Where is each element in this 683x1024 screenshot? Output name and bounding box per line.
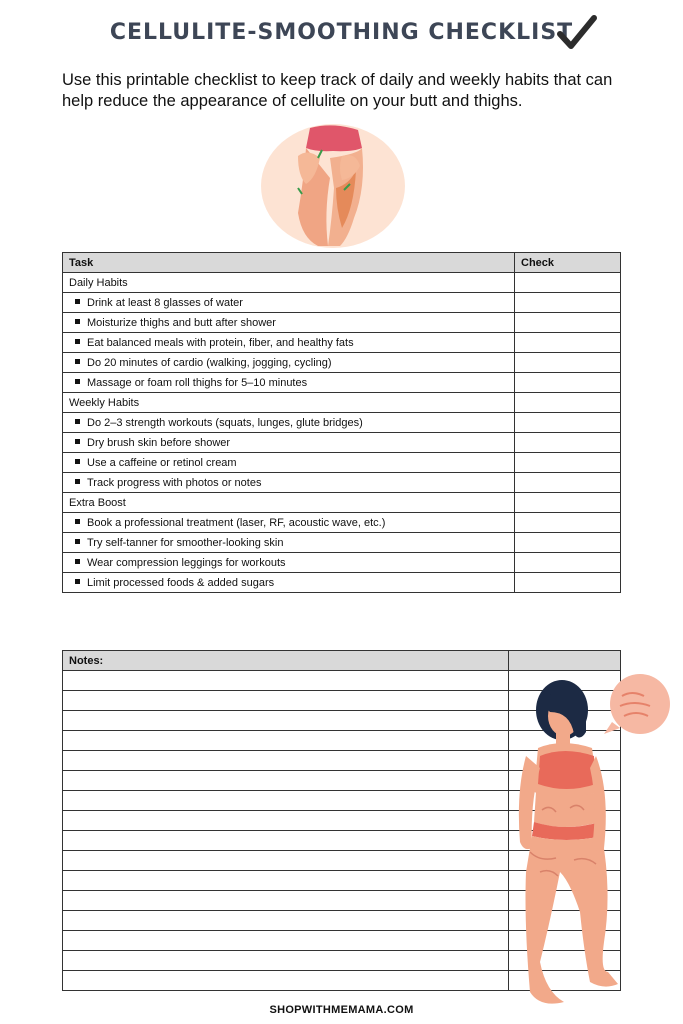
table-row	[63, 553, 621, 573]
thighs-illustration	[258, 118, 408, 248]
check-cell[interactable]	[515, 313, 621, 333]
notes-cell[interactable]	[63, 791, 509, 811]
notes-header: Notes:	[63, 651, 509, 671]
table-row	[63, 573, 621, 593]
task-cell	[63, 433, 515, 453]
bullet-icon	[75, 379, 80, 384]
table-row	[63, 413, 621, 433]
check-cell[interactable]	[515, 433, 621, 453]
notes-cell[interactable]	[63, 831, 509, 851]
notes-cell[interactable]	[63, 731, 509, 751]
task-cell	[63, 333, 515, 353]
task-label: Eat balanced meals with protein, fiber, and healthy fats	[87, 336, 354, 349]
notes-cell[interactable]	[63, 951, 509, 971]
check-cell[interactable]	[515, 473, 621, 493]
page-title: CELLULITE-SMOOTHING CHECKLIST	[0, 20, 683, 45]
task-cell	[63, 573, 515, 593]
bullet-icon	[75, 339, 80, 344]
check-cell[interactable]	[515, 273, 621, 293]
check-cell[interactable]	[515, 293, 621, 313]
notes-cell[interactable]	[63, 811, 509, 831]
check-cell[interactable]	[515, 513, 621, 533]
notes-cell[interactable]	[63, 711, 509, 731]
task-cell	[63, 293, 515, 313]
task-cell	[63, 353, 515, 373]
table-row	[63, 473, 621, 493]
table-row	[63, 293, 621, 313]
table-row	[63, 333, 621, 353]
task-label: Dry brush skin before shower	[87, 436, 231, 449]
task-label: Do 20 minutes of cardio (walking, jogging, cycling)	[87, 356, 332, 369]
notes-cell[interactable]	[63, 971, 509, 991]
bullet-icon	[75, 439, 80, 444]
task-cell	[63, 553, 515, 573]
intro-text: Use this printable checklist to keep track of daily and weekly habits that can help reduce the appearance of cellulite on your butt and thighs.	[62, 71, 613, 110]
section-title: Extra Boost	[63, 493, 515, 513]
checkmark-icon	[556, 14, 598, 52]
bullet-icon	[75, 559, 80, 564]
task-label: Use a caffeine or retinol cream	[87, 456, 237, 469]
section-row	[63, 493, 621, 513]
notes-cell[interactable]	[63, 911, 509, 931]
checklist-table	[62, 252, 621, 593]
task-label: Moisturize thighs and butt after shower	[87, 316, 276, 329]
bullet-icon	[75, 459, 80, 464]
check-cell[interactable]	[515, 333, 621, 353]
notes-header-row	[63, 651, 621, 671]
section-title: Weekly Habits	[63, 393, 515, 413]
table-row	[63, 453, 621, 473]
task-label: Drink at least 8 glasses of water	[87, 296, 243, 309]
notes-cell[interactable]	[63, 851, 509, 871]
task-cell	[63, 513, 515, 533]
task-cell	[63, 373, 515, 393]
task-label: Book a professional treatment (laser, RF, acoustic wave, etc.)	[87, 516, 386, 529]
table-row	[63, 373, 621, 393]
table-header-row	[63, 253, 621, 273]
task-label: Wear compression leggings for workouts	[87, 556, 286, 569]
check-cell[interactable]	[515, 553, 621, 573]
footer-site: SHOPWITHMEMAMA.COM	[269, 1004, 414, 1016]
notes-cell[interactable]	[63, 771, 509, 791]
bullet-icon	[75, 539, 80, 544]
task-label: Do 2–3 strength workouts (squats, lunges, glute bridges)	[87, 416, 363, 429]
task-cell	[63, 533, 515, 553]
notes-cell[interactable]	[63, 691, 509, 711]
task-label: Massage or foam roll thighs for 5–10 minutes	[87, 376, 308, 389]
table-row	[63, 313, 621, 333]
notes-cell[interactable]	[63, 891, 509, 911]
notes-header-blank	[509, 651, 621, 671]
check-cell[interactable]	[515, 453, 621, 473]
check-cell[interactable]	[515, 373, 621, 393]
table-row	[63, 513, 621, 533]
task-cell	[63, 313, 515, 333]
bullet-icon	[75, 359, 80, 364]
woman-illustration	[500, 672, 680, 1017]
check-cell[interactable]	[515, 573, 621, 593]
bullet-icon	[75, 319, 80, 324]
table-row	[63, 533, 621, 553]
check-cell[interactable]	[515, 393, 621, 413]
table-row	[63, 433, 621, 453]
check-cell[interactable]	[515, 353, 621, 373]
bullet-icon	[75, 579, 80, 584]
notes-cell[interactable]	[63, 871, 509, 891]
task-cell	[63, 473, 515, 493]
task-label: Try self-tanner for smoother-looking skin	[87, 536, 284, 549]
table-row	[63, 353, 621, 373]
bullet-icon	[75, 519, 80, 524]
notes-cell[interactable]	[63, 751, 509, 771]
bullet-icon	[75, 299, 80, 304]
section-title: Daily Habits	[63, 273, 515, 293]
task-label: Limit processed foods & added sugars	[87, 576, 275, 589]
check-header: Check	[515, 253, 621, 273]
task-header: Task	[63, 253, 515, 273]
task-label: Track progress with photos or notes	[87, 476, 262, 489]
check-cell[interactable]	[515, 533, 621, 553]
task-cell	[63, 453, 515, 473]
notes-cell[interactable]	[63, 931, 509, 951]
check-cell[interactable]	[515, 413, 621, 433]
check-cell[interactable]	[515, 493, 621, 513]
bullet-icon	[75, 419, 80, 424]
bullet-icon	[75, 479, 80, 484]
task-cell	[63, 413, 515, 433]
section-row	[63, 273, 621, 293]
section-row	[63, 393, 621, 413]
notes-cell[interactable]	[63, 671, 509, 691]
